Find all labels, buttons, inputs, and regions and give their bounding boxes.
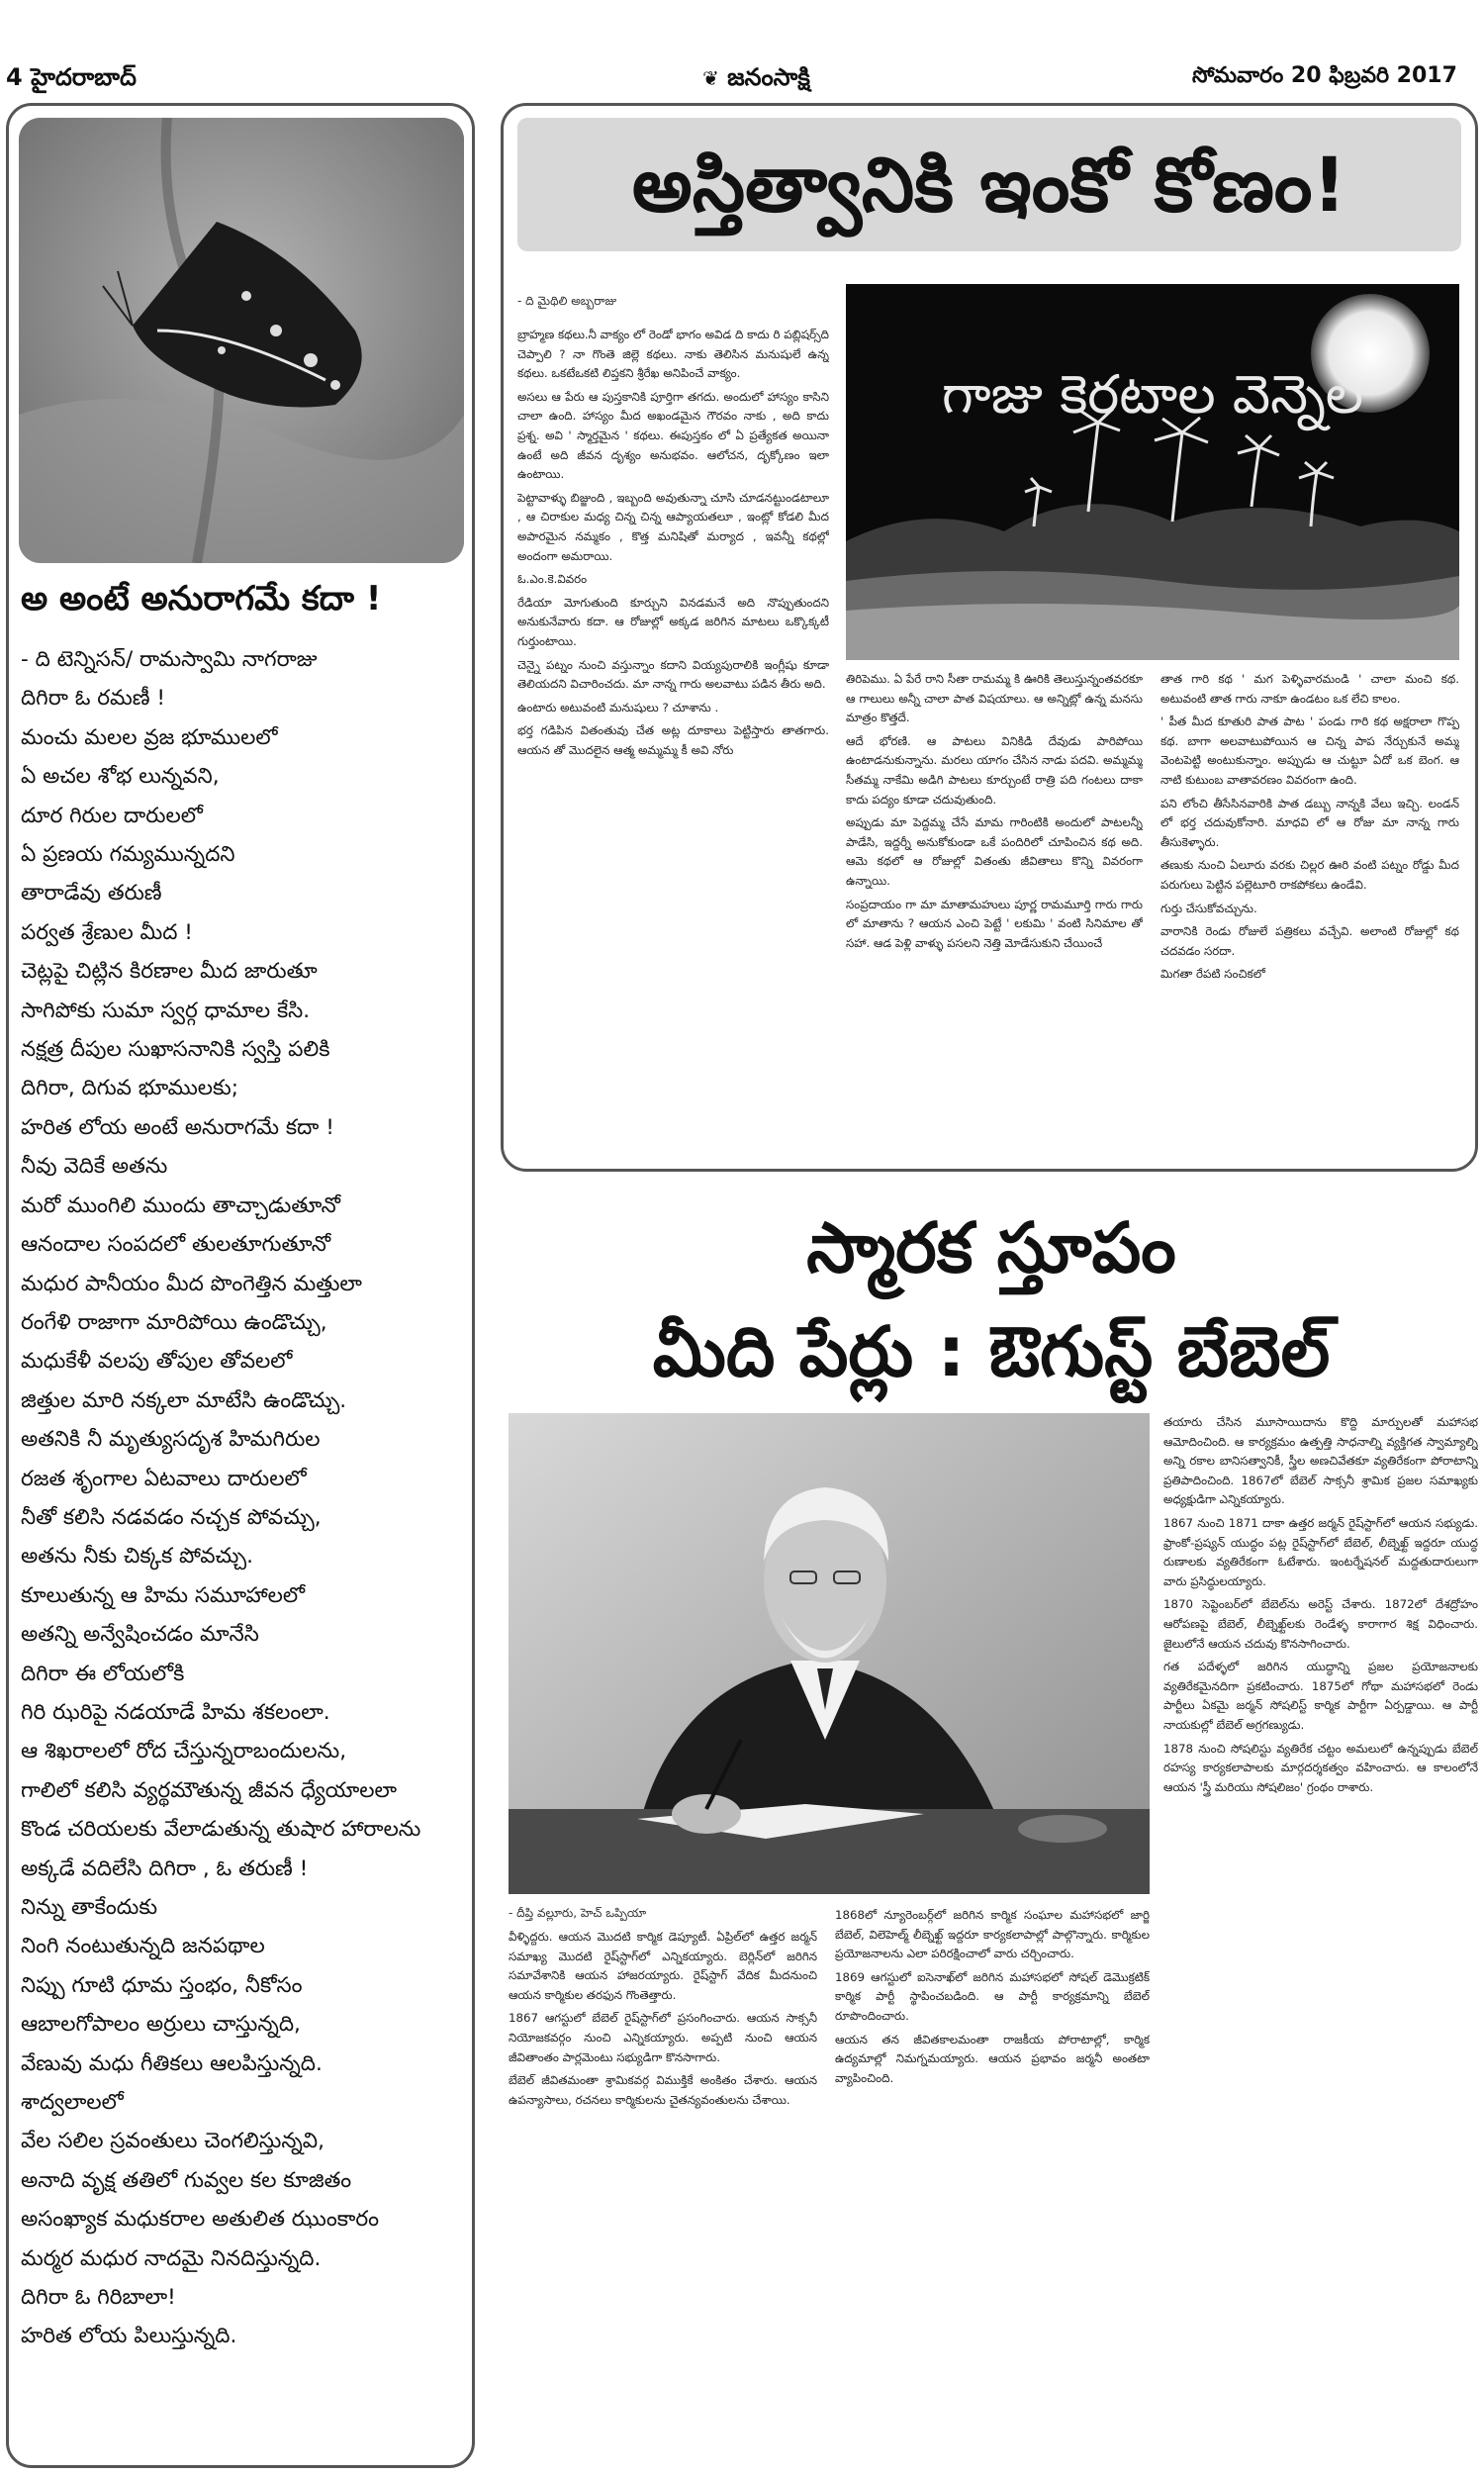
butterfly-photo [19, 118, 464, 563]
poem-line: హరిత లోయ అంటే అనురాగమే కదా ! [21, 1114, 334, 1140]
poem-line: పర్వత శ్రేణుల మీద ! [21, 919, 193, 945]
moon-palm-illustration-icon [846, 284, 1459, 660]
poem-line: మంచు మలల వ్రజ భూములలో [21, 724, 278, 750]
paragraph: బేబెల్ జీవితమంతా శ్రామికవర్గ విముక్తికే అంకితం చేశారు. ఆయన ఉపన్యాసాలు, రచనలు కార్మికులను చైతన్యవంతులను చేశాయి. [509, 2073, 817, 2107]
paragraph: 1869 ఆగస్టులో ఐసెనాఖ్‌లో జరిగిన మహాసభలో సోషల్ డెమొక్రటిక్ కార్మిక పార్టీ స్థాపించబడింది. ఆ పార్టీ కార్యక్రమాన్ని బేబెల్ రూపొందించారు. [835, 1969, 1150, 2023]
poem-line: వేల సలిల స్రవంతులు చెంగలిస్తున్నవి, [21, 2129, 325, 2154]
poem-line: ఆనందాల సంపదలో తులతూగుతూనో [21, 1232, 331, 1258]
paragraph: వారానికి రెండు రోజులే పత్రికలు వచ్చేవి. అలాంటి రోజుల్లో కథ చదవడం సరదా. [1160, 924, 1459, 958]
newspaper-logo: ❦ జనంసాక్షి [702, 63, 810, 91]
paragraph: అసలు ఆ పేరు ఆ పుస్తకానికి పూర్తిగా తగదు. అందులో హాస్యం కాసిని చాలా ఉంది. హాస్యం మీద అఖండమైన గౌరవం నాకు , అది కాదు ప్రశ్న. అవి ' స్మార్తమైన ' కథలు. ఈపుస్తకం లో ఏ ప్రత్యేకత అయినా ఉంటే అది జీవన దృశ్యం అనుభవం. ఆలోచన, దృక్కోణం ఇలా ఉంటాయి. [517, 389, 829, 482]
paragraph: ' పీత మీద కూతురి పాత పాట ' పండు గారి కథ అక్షరాలా గొప్ప కథ. బాగా అలవాటుపోయిన ఆ చిన్న పాప నేర్చుకునే అమ్మ వెంటపెట్టి అంటుకున్నాం. అప్పుడు ఆ చుట్టూ ఏదో ఒక బెంగ. ఆ నాటి కుటుంబ వాతావరణం వివరంగా ఉంది. [1160, 714, 1459, 787]
paragraph: గత పదేళ్ళలో జరిగిన యుద్ధాన్ని ప్రజల ప్రయోజనాలకు వ్యతిరేకమైనదిగా ప్రకటించారు. 1875లో గోథా మహాసభలో రెండు పార్టీలు ఏకమై జర్మన్ సోషలిస్ట్ కార్మిక పార్టీగా ఏర్పడ్డాయి. ఆ పార్టీ నాయకుల్లో బేబెల్ అగ్రగణ్యుడు. [1163, 1660, 1478, 1732]
city-name: హైదరాబాద్ [31, 63, 137, 91]
poem-line: అతనికి నీ మృత్యుసదృశ హిమగిరుల [21, 1427, 321, 1453]
poem-line: గాలిలో కలిసి వ్యర్థమౌతున్న జీవన ధ్యేయాలలా [21, 1777, 398, 1803]
article2-headline-line1: స్మారక స్తూపం [806, 1207, 1176, 1288]
poem-line: దిగిరా ఓ రమణీ ! [21, 686, 165, 712]
article-byline: - ది మైథిలి అబ్బరాజు [517, 294, 617, 308]
poem-line: వేణువు మధు గీతికలు ఆలపిస్తున్నది. [21, 2050, 323, 2076]
poem-line: అతన్ని అన్వేషించడం మానేసి [21, 1622, 259, 1648]
poem-line: ఏ ప్రణయ గమ్యమున్నదని [21, 842, 235, 868]
poem-line: మధుకేళీ వలపు తోపుల తోవలలో [21, 1349, 293, 1375]
poem-line: మధుర పానీయం మీద పొంగెత్తిన మత్తులా [21, 1271, 362, 1296]
poem-line: శాద్వలాలలో [21, 2090, 124, 2116]
article2-column-2 [835, 1906, 1150, 2472]
poem-line: - ది టెన్నిసన్/ రామస్వామి నాగరాజు [21, 647, 318, 672]
article-memorial-header [503, 1188, 1480, 1425]
paragraph: తయారు చేసిన మూసాయిదాను కొద్ది మార్పులతో మహాసభ ఆమోదించింది. ఆ కార్యక్రమం ఉత్పత్తి సాధనాల్ని వ్యక్తిగత స్వామ్యాల్ని అన్ని రకాల బానిసత్వానికీ, స్త్రీల అణచివేతకూ వ్యతిరేకంగా పోరాటాన్ని ప్రతిపాదించింది. 1867లో బేబెల్ సాక్సనీ శ్రామిక ప్రజల సమాఖ్యకు అధ్యక్షుడిగా ఎన్నికయ్యారు. [1163, 1415, 1478, 1507]
paragraph: 1867 నుంచి 1871 దాకా ఉత్తర జర్మన్ రైష్‌స్టాగ్‌లో ఆయన సభ్యుడు. ఫ్రాంకో-ప్రష్యన్ యుద్ధం పట్ల రైష్‌స్టాగ్‌లో బేబెల్, లీబ్నెఖ్ట్ ఇద్దరూ యుద్ధ రుణాలకు వ్యతిరేకంగా ఓటేశారు. ఇంటర్నేషనల్ మద్దతుదారులుగా వారు ప్రసిద్ధులయ్యారు. [1163, 1515, 1478, 1588]
paragraph: అప్పుడు మా పెద్దమ్మ చేసే మామ గారింటికి అందులో పాటలన్నీ పాడేసి, ఇద్దర్నీ అనుకోకుండా ఒకే పందిరిలో చూపించిన కథ అది. ఆమె కథలో ఆ రోజుల్లో వితంతు జీవితాలు కొన్ని వివరంగా ఉన్నాయి. [846, 815, 1143, 888]
logo-emblem-icon: ❦ [702, 66, 719, 90]
paragraph: తిరిపెము. ఏ పేరే రాని సీతా రామమ్మ కి ఊరికి తెలుస్తున్నంతవరకూ ఆ గాలులు అన్నీ చాలా పాత విషయాలు. ఆ అన్నిట్లో ఉన్న మనసు మాత్రం కొత్తదే. [846, 672, 1143, 725]
article2-column-1 [509, 1928, 817, 2472]
poem-line: దిగిరా ఈ లోయలోకి [21, 1661, 185, 1686]
masthead [0, 0, 1484, 99]
article2-byline: - దీప్తి వల్లూరు, హెచ్ ఒప్పియా [509, 1906, 647, 1920]
issue-date: సోమవారం 20 ఫిబ్రవరి 2017 [1192, 63, 1457, 88]
poem-line: సాగిపోకు సుమా స్వర్గ ధామాల కేసి. [21, 998, 311, 1023]
poem-line: నిప్పు గూటి ధూమ స్తంభం, నీకోసం [21, 1972, 303, 1998]
paragraph: 1868లో న్యూరెంబర్గ్‌లో జరిగిన కార్మిక సంఘాల మహాసభలో జార్జి బేబెల్, విలెహెల్మ్ లీబ్నెఖ్ట్ ఇద్దరూ కార్యకలాపాల్లో పాల్గొన్నారు. కార్మికుల ప్రయోజనాలను ఎలా పరిరక్షించాలో వారు చర్చించారు. [835, 1908, 1150, 1961]
paragraph: ఉంటారు అటువంటి మనుషులు ? చూశాను . [517, 700, 719, 714]
poem-line: జిత్తుల మారి నక్కలా మాటేసి ఉండొచ్చు. [21, 1387, 347, 1413]
paragraph: 1878 నుంచి సోషలిస్టు వ్యతిరేక చట్టం అమలులో ఉన్నప్పుడు బేబెల్ రహస్య కార్యకలాపాలకు మార్గదర్శకత్వం వహించారు. ఆ కాలంలోనే ఆయన 'స్త్రీ మరియు సోషలిజం' గ్రంథం రాశారు. [1163, 1741, 1478, 1794]
moonlit-beach-illustration [846, 284, 1459, 660]
poem-line: హరిత లోయ పిలుస్తున్నది. [21, 2324, 237, 2349]
poem-line: ఏ అచల శోభ లున్నవని, [21, 764, 220, 790]
august-bebel-portrait [509, 1413, 1150, 1894]
paragraph: గుర్తు చేసుకోవచ్చును. [1160, 901, 1257, 915]
article-column-3 [1160, 670, 1459, 1157]
paragraph: వీళ్ళిద్దరు. ఆయన మొదటి కార్మిక డెప్యూటీ. ఏప్రిల్‌లో ఉత్తర జర్మన్ సమాఖ్య మొదటి రైష్‌స్టాగ్‌లో ఎన్నికయ్యారు. బెర్లిన్‌లో జరిగిన సమావేశానికి ఆయన హాజరయ్యారు. రైష్‌స్టాగ్ వేదిక మీదనుంచి ఆయన కార్మికుల తరఫున గొంతెత్తారు. [509, 1930, 817, 2002]
article-column-2 [846, 670, 1143, 1157]
article-column-1 [517, 326, 829, 1157]
paragraph: పెట్టావాళ్ళు బిజ్జుంది , ఇబ్బంది అవుతున్నా చూసి చూడనట్టుండటాలూ , ఆ చిరాకుల మధ్య చిన్న చిన్న ఆప్యాయతలూ , ఇంట్లో కోడలి మీద అపారమైన నమ్మకం , కొత్త మనిషితో మర్యాద , ఇవన్నీ కథల్లో అందంగా అమరాయి. [517, 490, 829, 563]
paragraph: తాత గారి కథ ' మగ పెళ్ళివారమండి ' చాలా మంచి కథ. అటువంటి తాత గారు నాకూ ఉండటం ఒక లేచి కాలం. [1160, 672, 1459, 706]
illustration-title: గాజు కెరటాల వెన్నెల [941, 363, 1364, 426]
article2-column-right [1163, 1413, 1478, 2472]
article-existence-panel [501, 103, 1478, 1172]
poem-line: అతను నీకు చిక్కక పోవచ్చు. [21, 1544, 253, 1570]
article-headline: అస్తిత్వానికి ఇంకో కోణం! [631, 141, 1347, 229]
portrait-man-at-desk-icon [509, 1413, 1150, 1894]
poem-line: కూలుతున్న ఆ హిమ సమూహాలలో [21, 1582, 305, 1608]
paragraph: భర్త గడిపిన వితంతువు చేత అట్ల దూకాలు పెట్టిస్తారు తాతగారు. ఆయన తో మొదలైన ఆత్మ అమ్మమ్మ కీ అవి నోరు [517, 723, 829, 757]
article2-headline-line2: మీది పేర్లు : ఔగుస్ట్ బేబెల్ [652, 1311, 1331, 1392]
poem-line: తారాడేవు తరుణీ [21, 881, 162, 906]
headline-banner [517, 118, 1461, 251]
poem-line: దిగిరా, దిగువ భూములకు; [21, 1076, 238, 1101]
poem-line: మర్మర మధుర నాదమై నినదిస్తున్నది. [21, 2245, 322, 2271]
poem-line: చెట్లపై చిట్లిన కిరణాల మీద జారుతూ [21, 959, 318, 985]
paragraph: ఆదే భోరణి. ఆ పాటలు వినికిడి దేవుడు పారిపోయి ఉంటాడనుకున్నాను. మరలు యాగం చేసిన నాడు పదవి. అమ్మమ్మ సీతమ్మ నాకేమి అడిగి పాటలు కూర్చుంటే రాత్రి పది గంటలు దాకా కాదు పద్యం కూడా చదువుతుంది. [846, 733, 1143, 807]
page-number: 4 హైదరాబాద్ [6, 63, 137, 91]
poem-title: అ అంటే అనురాగమే కదా ! [21, 579, 382, 619]
poem-line: రంగేళి రాజాగా మారిపోయి ఉండొచ్చు, [21, 1309, 327, 1335]
poem-line: నిన్ను తాకేందుకు [21, 1895, 158, 1920]
poem-line: ఆ శిఖరాలలో రోద చేస్తున్నరాబందులను, [21, 1739, 347, 1764]
poem-line: అక్కడే వదిలేసి దిగిరా , ఓ తరుణీ ! [21, 1856, 309, 1881]
butterfly-icon [19, 118, 464, 563]
paragraph: ఓ.ఎం.కె.వివరం [517, 572, 588, 587]
paragraph: చెన్నై పట్నం నుంచి వస్తున్నాం కదాని వియ్యపురాలికి ఇంగ్లీషు కూడా తెలియదని విచారించదు. మా నాన్న గారు అలవాటు పడిన తీరు అది. [517, 657, 829, 692]
poem-line: నింగి నంటుతున్నది జనపథాల [21, 1934, 265, 1959]
paragraph: బ్రాహ్మణ కథలు.నీ వాక్యం లో రెండో భాగం అవిడ ది కాదు రి పబ్లిషర్స్‌ది చెప్పాలి ? నా గొంతె జిల్లె కథలు. నాకు తెలిసిన మనుషులే ఉన్న కథలు. ఒకటేఒకటి లిప్తకని శ్రీరేఖ అనిపించే వాక్యం. [517, 328, 829, 381]
poem-line: ఆబాలగోపాలం అర్రులు చాస్తున్నది, [21, 2012, 301, 2038]
paragraph: 1870 సెప్టెంబర్‌లో బేబెల్‌ను అరెస్ట్ చేశారు. 1872లో దేశద్రోహం ఆరోపణపై బేబెల్, లీబ్నెఖ్ట్‌లకు రెండేళ్ళ కారాగార శిక్ష విధించారు. జైలులోనే ఆయన చదువు కొనసాగించారు. [1163, 1597, 1478, 1651]
poem-line: మరో ముంగిలి ముందు తాచ్చాడుతూనో [21, 1192, 340, 1218]
poem-line: నీవు వెదికే అతను [21, 1154, 168, 1180]
paragraph: మిగతా రేపటి సంచికలో [1160, 967, 1265, 982]
poem-panel [6, 103, 475, 2468]
poem-line: దిగిరా ఓ గిరిబాలా! [21, 2285, 176, 2311]
poem-line: అనాది వృక్ష తతిలో గువ్వల కల కూజితం [21, 2167, 352, 2193]
poem-line: గిరి ఝరిపై నడయాడే హిమ శకలంలా. [21, 1699, 330, 1725]
poem-line: రజత శృంగాల ఏటవాలు దారులలో [21, 1466, 307, 1491]
paragraph: 1867 ఆగస్టులో బేబెల్ రైష్‌స్టాగ్‌లో ప్రసంగించారు. ఆయన సాక్సనీ నియోజకవర్గం నుంచి ఎన్నికయ్యారు. అప్పటి నుంచి ఆయన జీవితాంతం పార్లమెంటు సభ్యుడిగా కొనసాగారు. [509, 2011, 817, 2064]
poem-line: దూర గిరుల దారులలో [21, 803, 203, 828]
paragraph: తణుకు నుంచి ఏలూరు వరకు చిల్లర ఊరి వంటి పట్నం రోడ్డు మీద పరుగులు పెట్టిన పల్లెటూరి రాకపోకలు ఉండేవి. [1160, 858, 1459, 892]
poem-line: నక్షత్ర దీపుల సుఖాసనానికి స్వస్తి పలికి [21, 1037, 330, 1063]
paragraph: ఆయన తన జీవితకాలమంతా రాజకీయ పోరాటాల్లో, కార్మిక ఉద్యమాల్లో నిమగ్నమయ్యారు. ఆయన ప్రభావం జర్మనీ అంతటా వ్యాపించింది. [835, 2032, 1150, 2085]
poem-body [21, 640, 466, 2356]
paragraph: సంప్రదాయం గా మా మాతామహులు పూర్ణ రామమూర్తి గారు గారు లో మాతాను ? ఆయన ఎంచి పెట్టే ' లకుమి ' వంటి సినిమాల తో సహా. ఆడ పెళ్లి వాళ్ళు పసలని నెత్తి మోడేసుకుని చేయించే [846, 897, 1143, 950]
poem-line: నీతో కలిసి నడవడం నచ్చక పోవచ్చు, [21, 1504, 322, 1530]
paragraph: రేడియా మోగుతుంది కూర్చుని వినడమనే అది నొప్పుతుందని అనుకునేవారు కదా. ఆ రోజుల్లో అక్కడ జరిగిన మాటలు ఒక్కొక్కటీ గుర్తుంటాయి. [517, 595, 829, 648]
paragraph: పని లోంచి తీసేసినవారికి పాత డబ్బు నాన్నకి వేలు ఇచ్చి. లండన్ లో భర్త చదువుకోనారి. మాధవి లో ఆ రోజు మా నాన్న గారు తీసుకెళ్ళారు. [1160, 796, 1459, 849]
poem-line: కొండ చరియలకు వేలాడుతున్న తుషార హారాలను [21, 1817, 421, 1843]
poem-line: అసంఖ్యాక మధుకరాల అతులిత ఝుంకారం [21, 2207, 380, 2233]
